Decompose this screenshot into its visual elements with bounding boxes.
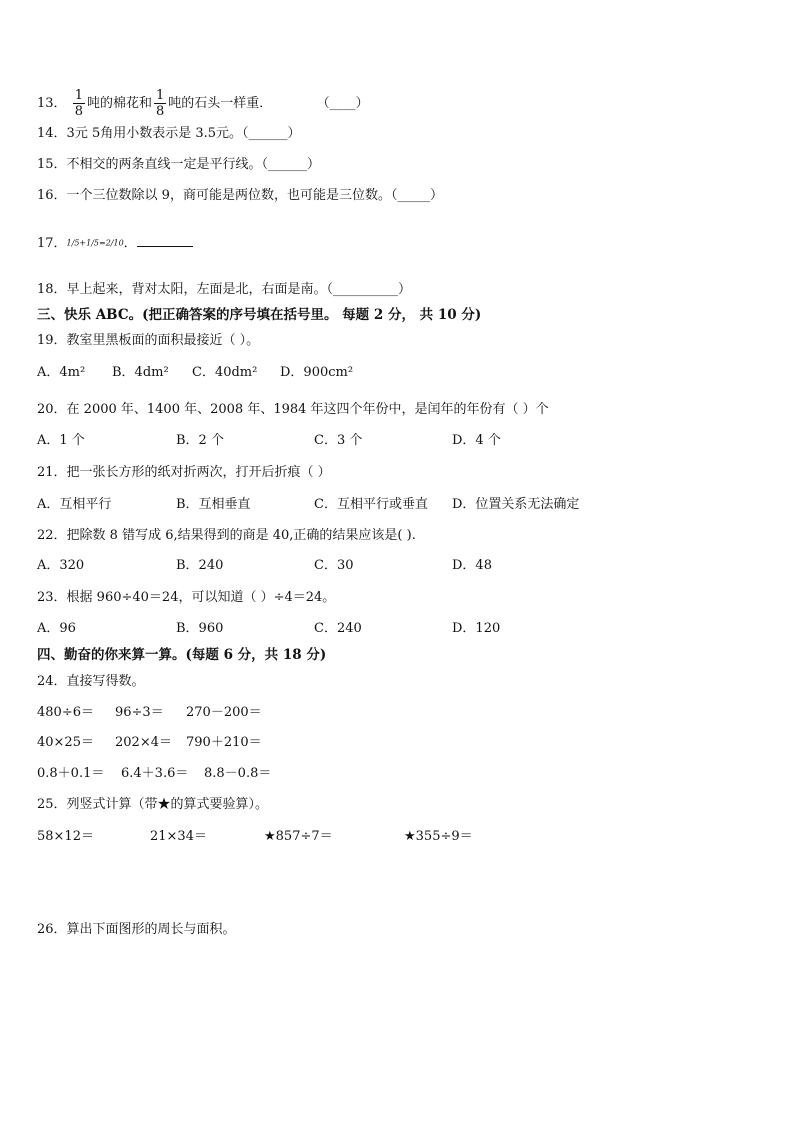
option-d[interactable]: D．48 bbox=[452, 558, 492, 573]
question-13 bbox=[37, 88, 369, 119]
question-21: 21．把一张长方形的纸对折两次，打开后折痕（ ） bbox=[37, 465, 331, 480]
question-22: 22．把除数 8 错写成 6,结果得到的商是 40,正确的结果应该是( ). bbox=[37, 528, 416, 543]
calc-item: 202×4＝ bbox=[115, 735, 172, 750]
question-25: 25．列竖式计算（带★的算式要验算）。 bbox=[37, 797, 269, 812]
section-4-heading: 四、勤奋的你来算一算。(每题 6 分，共 18 分) bbox=[37, 647, 327, 663]
question-20: 20．在 2000 年、1400 年、2008 年、1984 年这四个年份中，是闰年的年份有（ ）个 bbox=[37, 402, 549, 417]
calc-item: 0.8＋0.1＝ bbox=[37, 766, 105, 781]
option-d[interactable]: D．900cm² bbox=[280, 365, 354, 380]
calc-item: 8.8－0.8＝ bbox=[204, 766, 272, 781]
question-23: 23．根据 960÷40＝24，可以知道（ ）÷4＝24。 bbox=[37, 590, 336, 605]
section-3-heading: 三、快乐 ABC。(把正确答案的序号填在括号里。 每题 2 分， 共 10 分) bbox=[37, 307, 482, 323]
option-a[interactable]: A．96 bbox=[37, 621, 76, 636]
option-b[interactable]: B．2 个 bbox=[176, 433, 224, 448]
option-a[interactable]: A．互相平行 bbox=[37, 497, 112, 512]
calc-item: 96÷3＝ bbox=[115, 705, 164, 720]
option-b[interactable]: B．4dm² bbox=[112, 365, 169, 380]
calc-item: 790＋210＝ bbox=[186, 735, 262, 750]
option-b[interactable]: B．960 bbox=[176, 621, 224, 636]
vertical-calc-item: 21×34＝ bbox=[150, 829, 207, 844]
vertical-calc-item: ★857÷7＝ bbox=[264, 829, 333, 844]
question-number: 13． bbox=[37, 96, 67, 111]
fraction: $\frac{1}{8}$ bbox=[74, 88, 83, 119]
question-16: 16．一个三位数除以 9，商可能是两位数，也可能是三位数。（_____） bbox=[37, 188, 443, 203]
option-c[interactable]: C．3 个 bbox=[314, 433, 363, 448]
question-text: 吨的棉花和 bbox=[86, 96, 152, 111]
question-18: 18．早上起来，背对太阳，左面是北，右面是南。（__________） bbox=[37, 282, 412, 297]
question-26: 26．算出下面图形的周长与面积。 bbox=[37, 922, 236, 937]
question-14: 14．3元 5角用小数表示是 3.5元。（______） bbox=[37, 126, 301, 141]
question-24: 24．直接写得数。 bbox=[37, 674, 145, 689]
question-15: 15．不相交的两条直线一定是平行线。（______） bbox=[37, 157, 321, 172]
option-c[interactable]: C．240 bbox=[314, 621, 362, 636]
calc-item: 270－200＝ bbox=[186, 705, 262, 720]
vertical-calc-item: ★355÷9＝ bbox=[404, 829, 473, 844]
option-b[interactable]: B．240 bbox=[176, 558, 224, 573]
option-a[interactable]: A．320 bbox=[37, 558, 85, 573]
option-a[interactable]: A．4m² bbox=[37, 365, 86, 380]
option-d[interactable]: D．120 bbox=[452, 621, 501, 636]
option-d[interactable]: D．位置关系无法确定 bbox=[452, 497, 580, 512]
option-d[interactable]: D．4 个 bbox=[452, 433, 501, 448]
option-c[interactable]: C．40dm² bbox=[192, 365, 258, 380]
answer-blank[interactable]: （____） bbox=[316, 96, 369, 111]
fraction: $\frac{1}{8}$ bbox=[155, 88, 165, 119]
question-text: 吨的石头一样重． bbox=[168, 96, 273, 111]
question-19: 19．教室里黑板面的面积最接近（ ）。 bbox=[37, 333, 260, 348]
math-expression: 1/5+1/5=2/10 bbox=[66, 238, 124, 248]
calc-item: 480÷6＝ bbox=[37, 705, 94, 720]
option-c[interactable]: C．30 bbox=[314, 558, 354, 573]
option-a[interactable]: A．1 个 bbox=[37, 433, 85, 448]
calc-item: 40×25＝ bbox=[37, 735, 94, 750]
option-c[interactable]: C．互相平行或垂直 bbox=[314, 497, 428, 512]
question-number: 17． bbox=[37, 236, 67, 251]
calc-item: 6.4＋3.6＝ bbox=[121, 766, 189, 781]
vertical-calc-item: 58×12＝ bbox=[37, 829, 94, 844]
question-17: 17．1/5+1/5=2/10． bbox=[37, 234, 193, 252]
option-b[interactable]: B．互相垂直 bbox=[176, 497, 251, 512]
answer-blank[interactable] bbox=[137, 234, 193, 247]
